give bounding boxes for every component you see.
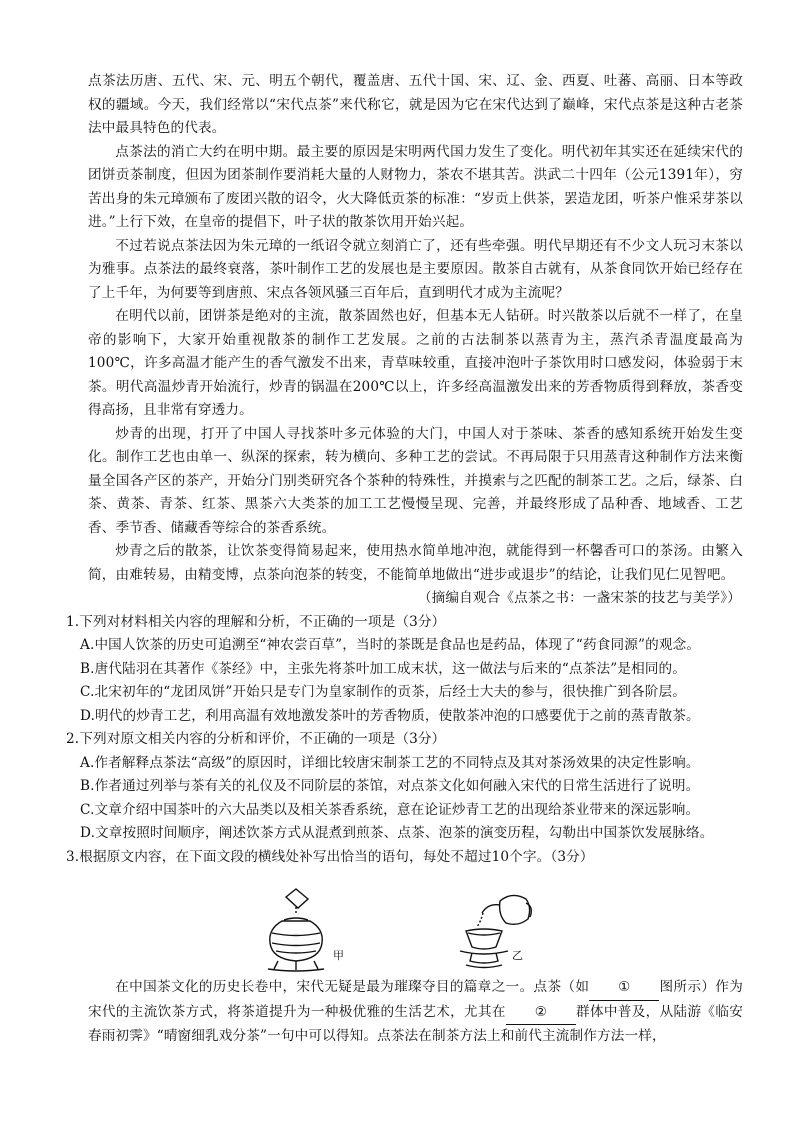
question-2-option-b: B.作者通过列举与茶有关的礼仪及不同阶层的茶馆，对点茶文化如何融入宋代的日常生活进行了说明。 bbox=[80, 778, 700, 794]
figure-a-pot-icon bbox=[268, 889, 324, 971]
tea-figure bbox=[0, 887, 793, 972]
fill-passage bbox=[88, 976, 743, 1049]
question-3-title: 3.根据原文内容，在下面文段的横线处补写出恰当的语句，每处不超过10个字。（3分） bbox=[66, 848, 594, 865]
figure-label-a: 甲 bbox=[333, 949, 344, 962]
question-1-option-c: C.北宋初年的“龙团凤饼”开始只是专门为皇家制作的贡茶，后经士大夫的参与，很快推广到各阶层。 bbox=[80, 684, 686, 700]
passage-paragraph: 在明代以前，团饼茶是绝对的主流，散茶固然也好，但基本无人钻研。时兴散茶以后就不一样了，在皇帝的影响下，大家开始重视散茶的制作工艺发展。之前的古法制茶以蒸青为主，蒸汽杀青温度最高为100℃，许多高温才能产生的香气激发不出来，青草味较重，直接冲泡叶子茶饮用时口感发闷，体验弱于末茶。明代高温炒青开始流行，炒青的锅温在200℃以上，许多经高温激发出来的芳香物质得到释放，茶香变得高扬，且非常有穿透力。 bbox=[88, 308, 743, 418]
passage bbox=[66, 70, 743, 869]
question-1-option-d: D.明代的炒青工艺，利用高温有效地激发茶叶的芳香物质，使散茶冲泡的口感要优于之前的蒸青散茶。 bbox=[80, 707, 700, 724]
passage-paragraph: 炒青的出现，打开了中国人寻找茶叶多元体验的大门，中国人对于茶味、茶香的感知系统开始发生变化。制作工艺也由单一、纵深的探索，转为横向、多种工艺的尝试。不再局限于只用蒸青这种制作方法来衡量全国各产区的茶产，开始分门别类研究各个茶种的特殊性，并摸索与之匹配的制茶工艺。之后，绿茶、白茶、黄茶、青茶、红茶、黑茶六大类茶的加工工艺慢慢呈现、完善，并最终形成了品种香、地域香、工艺香、季节香、储藏香等综合的茶香系统。 bbox=[88, 425, 743, 536]
passage-paragraph: 炒青之后的散茶，让饮茶变得简易起来，使用热水简单地冲泡，就能得到一杯馨香可口的茶汤。由繁入简，由难转易，由精变博，点茶向泡茶的转变，不能简单地做出“进步或退步”的结论，让我们见仁见智吧。 bbox=[88, 543, 743, 583]
fill-passage-paragraph bbox=[88, 976, 743, 1049]
tea-illustration bbox=[0, 887, 793, 972]
question-1-title: 1.下列对材料相关内容的理解和分析，不正确的一项是（3分） bbox=[66, 613, 446, 630]
passage-paragraph: 点茶法历唐、五代、宋、元、明五个朝代，覆盖唐、五代十国、宋、辽、金、西夏、吐蕃、高丽、日本等政权的疆域。今天，我们经常以“宋代点茶”来代称它，就是因为它在宋代达到了巅峰，宋代点茶是这种古老茶法中最具特色的代表。 bbox=[88, 73, 743, 136]
blank-1[interactable]: ① bbox=[589, 976, 659, 1001]
figure-label-b: 乙 bbox=[512, 949, 523, 962]
question-2-option-d: D.文章按照时间顺序，阐述饮茶方式从混煮到煎茶、点茶、泡茶的演变历程，勾勒出中国茶饮发展脉络。 bbox=[80, 825, 714, 841]
question-1-option-a: A.中国人饮茶的历史可追溯至“神农尝百草”，当时的茶既是食品也是药品，体现了“药食同源”的观念。 bbox=[80, 637, 701, 653]
question-2-title: 2.下列对原文相关内容的分析和评价，不正确的一项是（3分） bbox=[66, 731, 446, 747]
fill-text-part3: 群体中普及，从陆游《临安春雨初霁》“晴窗细乳戏分茶”一句中可以得知。点茶法在制茶方法上和前代主流制作方法一样， bbox=[88, 1003, 743, 1044]
passage-paragraph: 点茶法的消亡大约在明中期。最主要的原因是宋明两代国力发生了变化。明代初年其实还在延续宋代的团饼贡茶制度，但因为团茶制作要消耗大量的人财物力，茶农不堪其苦。洪武二十四年（公元1391年），穷苦出身的朱元璋颁布了废团兴散的诏令，火大降低贡茶的标准：“岁贡上供茶，罢造龙团，听茶户惟采芽茶以进。”上行下效，在皇帝的提倡下，叶子状的散茶饮用开始兴起。 bbox=[88, 143, 743, 230]
question-2-option-c: C.文章介绍中国茶叶的六大品类以及相关茶香系统，意在论证炒青工艺的出现给茶业带来的深远影响。 bbox=[80, 801, 700, 818]
question-2-option-a: A.作者解释点茶法“高级”的原因时，详细比较唐宋制茶工艺的不同特点及其对茶汤效果的决定性影响。 bbox=[80, 754, 700, 771]
passage-paragraph: 不过若说点茶法因为朱元璋的一纸诏令就立刻消亡了，还有些牵强。明代早期还有不少文人玩习末茶以为雅事。点茶法的最终衰落，茶叶制作工艺的发展也是主要原因。散茶自古就有，从茶食同饮开始已经存在了上千年，为何要等到唐煎、宋点各领风骚三百年后，直到明代才成为主流呢？ bbox=[88, 237, 743, 301]
blank-2[interactable]: ② bbox=[506, 1001, 576, 1026]
fill-text-part2: 图所示）作为宋代的主流饮茶方式，将茶道提升为一种极优雅的生活艺术，尤其在 bbox=[88, 979, 743, 1020]
passage-source: （摘编自观合《点茶之书：一盏宋茶的技艺与美学》） bbox=[417, 590, 741, 606]
fill-text-part1: 在中国茶文化的历史长卷中，宋代无疑是最为璀璨夺目的篇章之一。点茶（如 bbox=[115, 979, 590, 995]
question-1-option-b: B.唐代陆羽在其著作《茶经》中，主张先将茶叶加工成末状，这一做法与后来的“点茶法”是相同的。 bbox=[80, 660, 687, 677]
